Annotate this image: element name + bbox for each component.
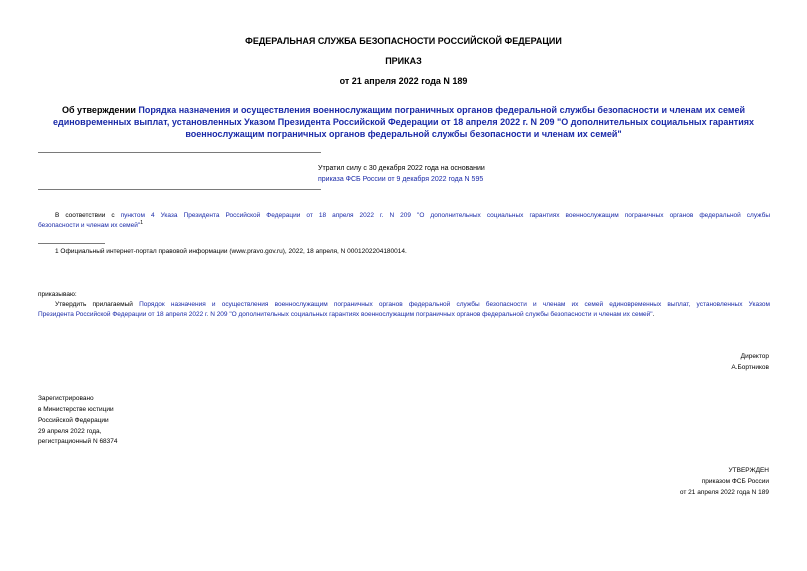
- title-line-2[interactable]: единовременных выплат, установленных Указом Президента Российской Федерации от 18 апреля 2022 г. N 209 "О дополнительных социальных гарантиях: [52, 117, 755, 127]
- footnote-mark: 1: [55, 248, 59, 255]
- approval-line-3: от 21 апреля 2022 года N 189: [679, 489, 769, 496]
- title-link-order[interactable]: Порядка назначения и осуществления военнослужащим пограничных органов федеральной службы безопасности и членам их семей: [138, 105, 746, 115]
- footnote-ref[interactable]: 1: [140, 220, 143, 226]
- title-line-3[interactable]: военнослужащим пограничных органов федеральной службы безопасности и членам их семей": [185, 129, 622, 139]
- approval-line-2: приказом ФСБ России: [701, 478, 769, 485]
- registration-line-5: регистрационный N 68374: [38, 438, 118, 445]
- agency-heading: ФЕДЕРАЛЬНАЯ СЛУЖБА БЕЗОПАСНОСТИ РОССИЙСКОЙ ФЕДЕРАЦИИ: [245, 36, 562, 46]
- divider-bottom: [38, 189, 321, 190]
- doc-type-heading: ПРИКАЗ: [385, 56, 422, 66]
- preamble-decree-link[interactable]: пунктом 4 Указа Президента Российской Федерации от 18 апреля 2022 г. N 209 "О дополнительных социальных гарантиях военнослужащим пограничных органов федеральной службы: [120, 212, 770, 219]
- title-prefix: Об утверждении: [61, 105, 139, 115]
- signature-name: А.Бортников: [731, 364, 769, 371]
- order-procedure-link[interactable]: Порядок назначения и осуществления военнослужащим пограничных органов федеральной службы безопасности и членам их семей единовременных выплат, установленных Указом: [139, 301, 770, 308]
- preamble-decree-link-cont[interactable]: безопасности и членам их семей": [38, 222, 141, 229]
- footnote: [55, 247, 407, 257]
- registration-line-4: 29 апреля 2022 года,: [38, 428, 102, 435]
- signature-position: Директор: [740, 353, 769, 360]
- preamble-line-2: [38, 221, 143, 231]
- status-repeal-link[interactable]: приказа ФСБ России от 9 декабря 2022 года N 595: [318, 176, 484, 183]
- footnote-text: Официальный интернет-портал правовой информации (www.pravo.gov.ru), 2022, 18 апреля, N 0001202204180014.: [58, 248, 407, 255]
- status-lost-force: Утратил силу с 30 декабря 2022 года на основании: [318, 165, 485, 172]
- approval-line-1: УТВЕРЖДЕН: [728, 467, 769, 474]
- divider-top: [38, 152, 321, 153]
- order-procedure-link-cont[interactable]: Президента Российской Федерации от 18 апреля 2022 г. N 209 "О дополнительных социальных гарантиях военнослужащим пограничных органов федеральной службы безопасности и членам их семей": [38, 311, 653, 318]
- document-title: [0, 104, 807, 116]
- registration-line-2: в Министерстве юстиции: [38, 406, 114, 413]
- order-prikazyvayu: приказываю:: [38, 291, 77, 298]
- preamble-line-1: [55, 211, 770, 221]
- registration-line-3: Российской Федерации: [38, 417, 109, 424]
- preamble-prefix: В соответствии с: [55, 212, 121, 219]
- order-line-2: [38, 310, 654, 320]
- order-suffix: .: [652, 311, 655, 318]
- date-number-heading: от 21 апреля 2022 года N 189: [339, 76, 468, 86]
- registration-line-1: Зарегистрировано: [38, 395, 94, 402]
- order-approve-prefix: Утвердить прилагаемый: [55, 301, 140, 308]
- footnote-divider: [38, 243, 105, 244]
- order-line-1: [55, 300, 770, 310]
